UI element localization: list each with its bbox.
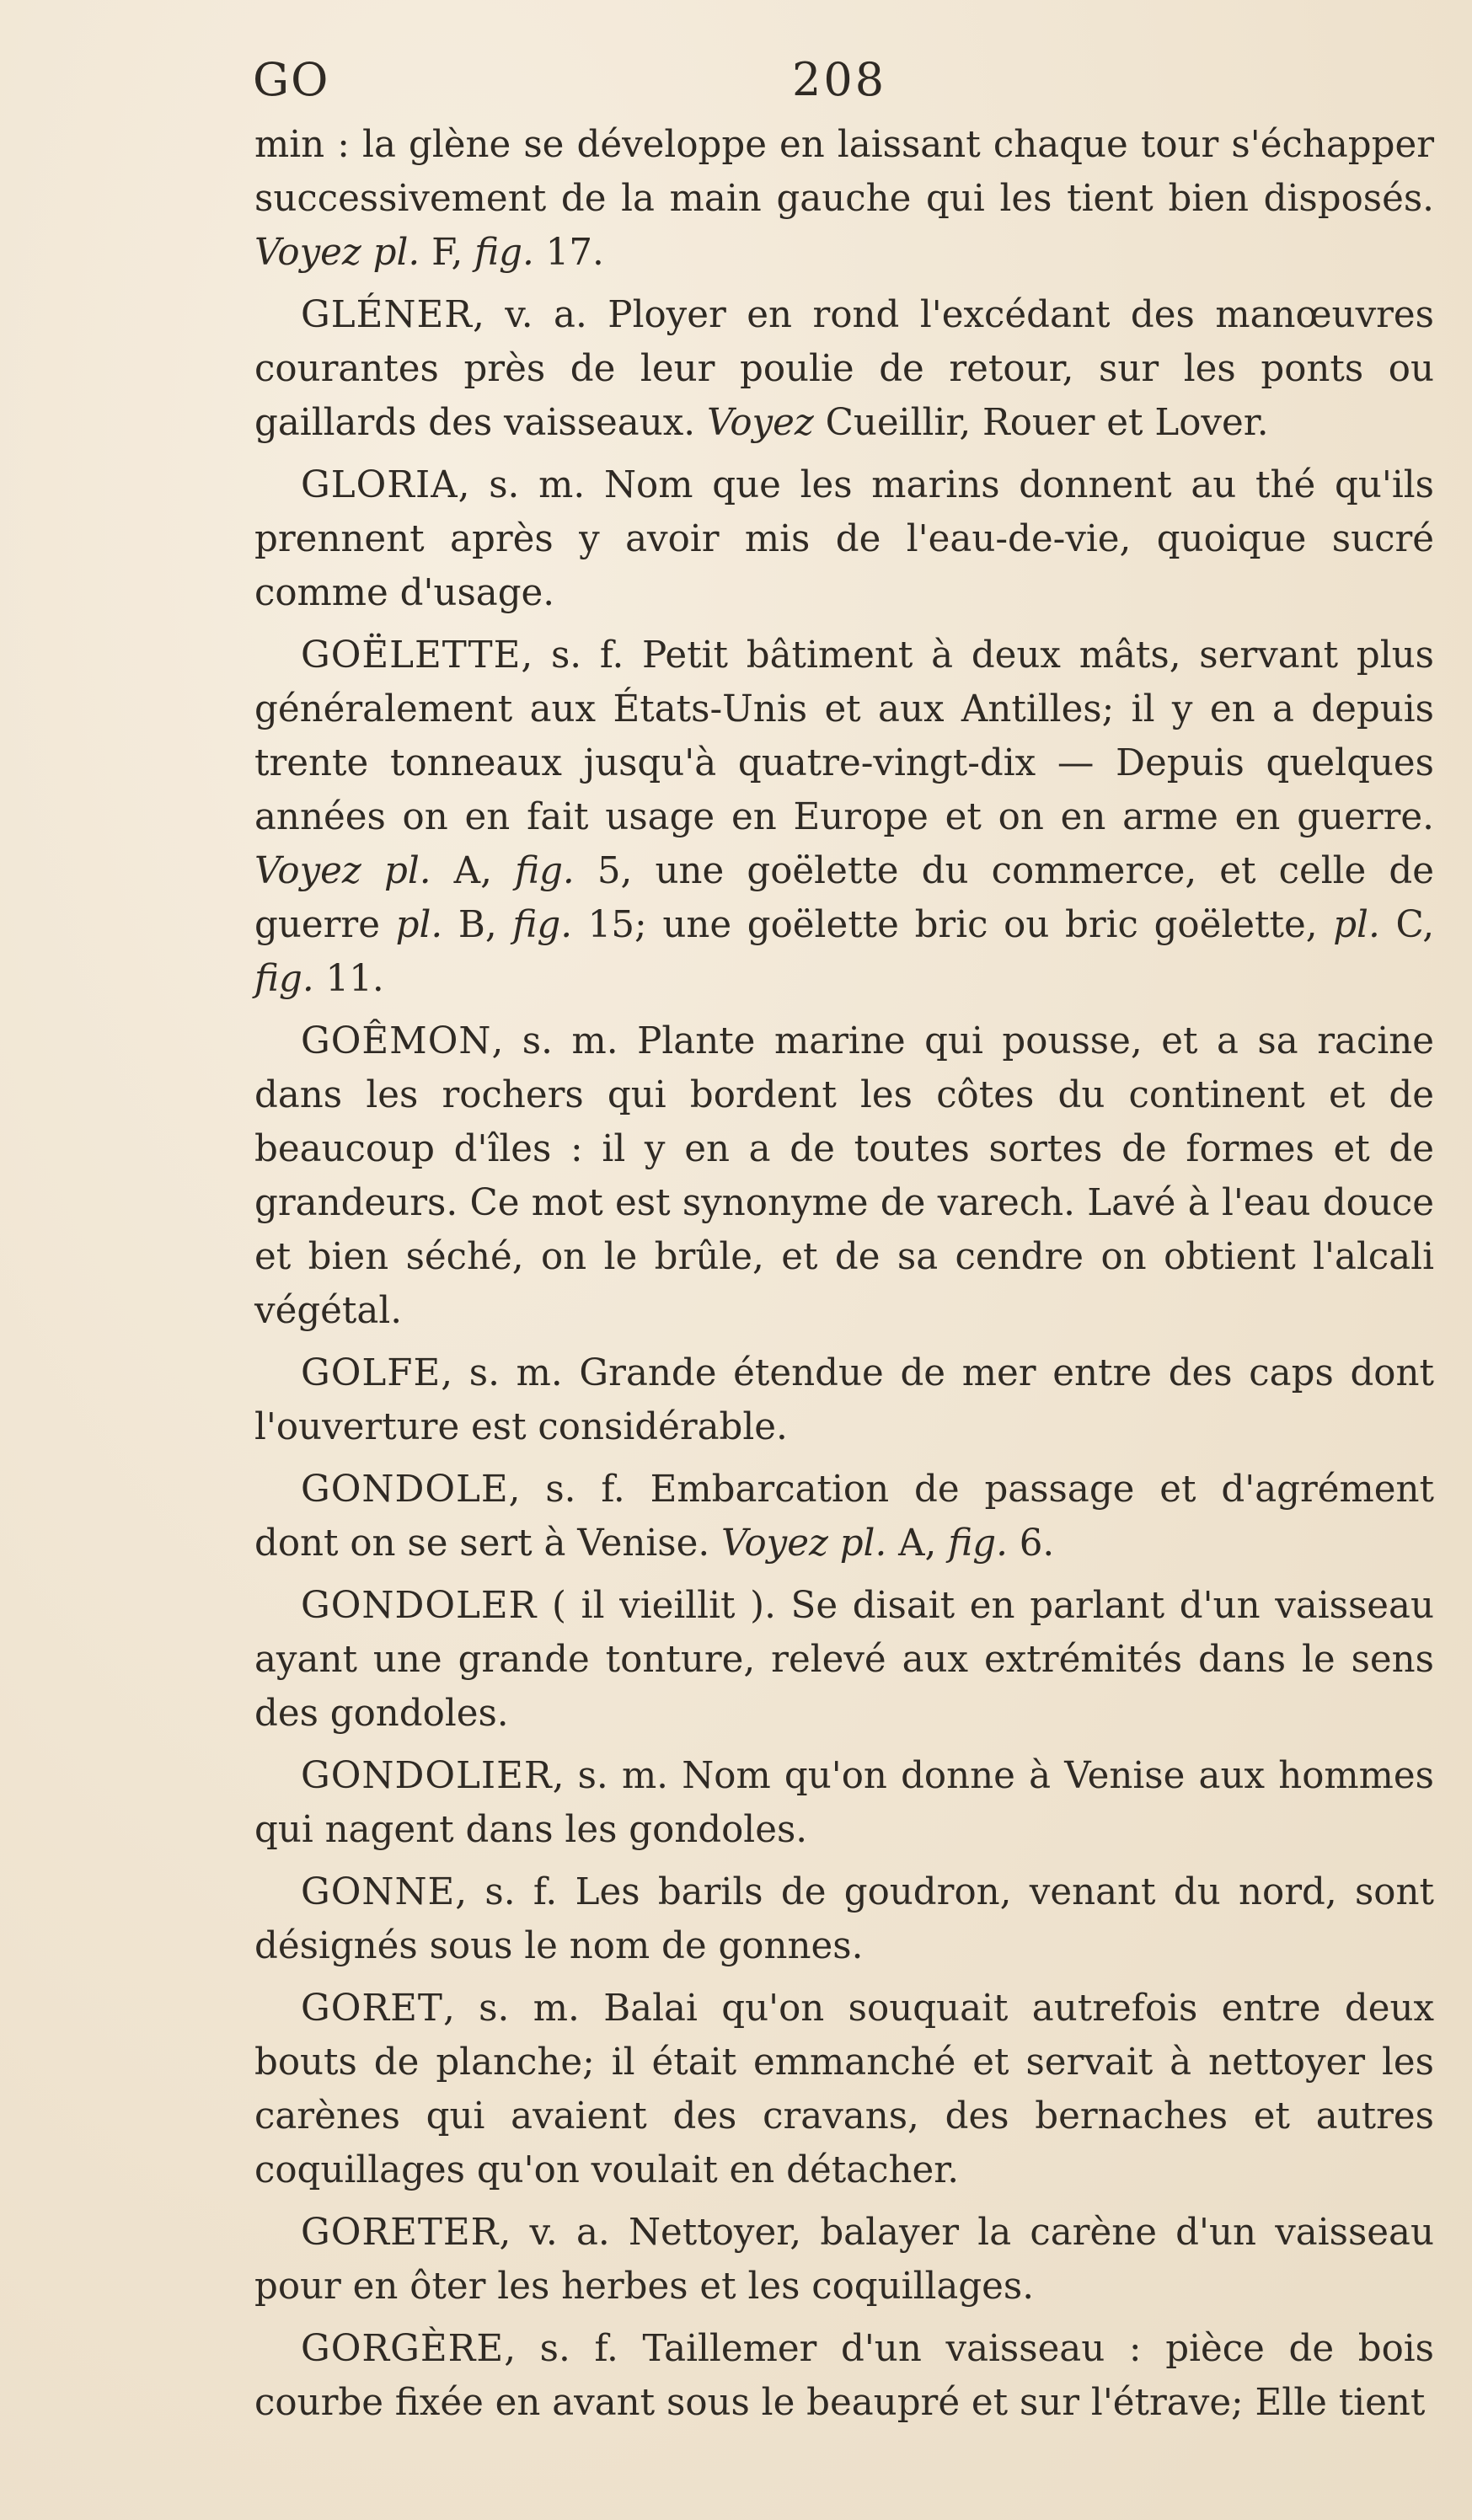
grammar: , v. a. [499,2212,610,2254]
headword: GORET [301,1988,443,2030]
headword: GORGÈRE [301,2328,505,2370]
entry-gorgere [254,2322,1434,2430]
entry-glener [254,288,1434,450]
entry-gloria [254,458,1434,620]
entry-gonne [254,1865,1434,1973]
grammar: , s. m. [552,1755,669,1797]
definition-part: B, [442,904,513,946]
plate-letter: F, [420,232,475,274]
definition-part: 15; une goëlette bric ou bric goëlette, [572,904,1334,946]
definition: Nom que les marins donnent au thé qu'ils prennent après y avoir mis de l'eau-de-vie, quoique sucré comme d'usage. [254,464,1434,614]
definition: Ployer en rond l'excédant des manœuvres courantes près de leur poulie de retour, sur les ponts ou gaillards des vaisseaux. [254,294,1434,444]
grammar: , s. f. [455,1871,558,1913]
see-reference: Voyez pl. [721,1522,887,1565]
grammar: , s. f. [508,1469,625,1511]
headword: GONDOLE [301,1469,509,1511]
fig-abbrev: fig. [512,904,573,946]
definition: Grande étendue de mer entre des caps dont l'ouverture est considérable. [254,1352,1434,1448]
definition-part: 6. [1007,1522,1055,1565]
see-reference: Voyez pl. [254,232,420,274]
running-head: GO [253,53,330,106]
grammar: , s. m. [442,1988,580,2030]
headword: GOLFE [301,1352,442,1394]
entry-goelette [254,629,1434,1006]
headword: GLORIA [301,464,458,506]
definition: Plante marine qui pousse, et a sa racine dans les rochers qui bordent les côtes du continent et de beaucoup d'îles : il y en a de toutes sortes de formes et de grandeurs. Ce mot est synonyme de varech. Lavé à l'eau douce et bien séché, on le brûle, et de sa cendre on obtient l'alcali végétal. [254,1020,1434,1332]
plate-abbrev: pl. [1333,904,1380,946]
entry-golfe [254,1346,1434,1454]
headword: GLÉNER [301,294,473,336]
headword: GONDOLIER [301,1755,553,1797]
definition-tail: Cueillir, Rouer et Lover. [813,402,1269,444]
grammar: , s. m. [458,464,586,506]
fig-abbrev: fig. [515,850,575,892]
fig-abbrev: fig. [254,958,314,1000]
definition-part: C, [1379,904,1435,946]
definition-part: A, [886,1522,949,1565]
entry-goret [254,1982,1434,2197]
fig-number: 17. [533,232,604,274]
entry-gondolier [254,1749,1434,1857]
plate-abbrev: pl. [395,904,443,946]
fig-abbrev: fig. [948,1522,1008,1565]
headword: GONNE [301,1871,456,1913]
definition: Embarcation de passage et d'agrément dont on se sert à Venise. [254,1469,1434,1565]
headword: GORETER [301,2212,500,2254]
see-reference: Voyez pl. [254,850,431,892]
headword: GOÊMON [301,1020,492,1062]
definition-part: A, [431,850,516,892]
definition: Nettoyer, balayer la carène d'un vaisseau pour en ôter les herbes et les coquillages. [254,2212,1434,2308]
continuation-text: min : la glène se développe en laissant chaque tour s'échapper successivement de la main gauche qui les tient bien disposés. [254,124,1434,220]
grammar: , s. f. [521,634,624,677]
definition: Se disait en parlant d'un vaisseau ayant une grande tonture, relevé aux extrémités dans le sens des gondoles. [254,1585,1434,1735]
grammar: ( il vieillit ). [537,1585,776,1627]
fig-abbrev: fig. [474,232,534,274]
headword: GOËLETTE [301,634,522,677]
definition: Taillemer d'un vaisseau : pièce de bois courbe fixée en avant sous le beaupré et sur l'étrave; Elle tient [254,2328,1434,2424]
page-header [253,46,1416,114]
definition: Les barils de goudron, venant du nord, sont désignés sous le nom de gonnes. [254,1871,1434,1967]
page-number: 208 [792,53,887,106]
definition: Nom qu'on donne à Venise aux hommes qui nagent dans les gondoles. [254,1755,1434,1851]
grammar: , s. f. [504,2328,618,2370]
entry-goemon [254,1014,1434,1338]
grammar: , s. m. [491,1020,618,1062]
entry-gondole [254,1463,1434,1570]
page-text [254,118,1434,2430]
grammar: , s. m. [441,1352,563,1394]
continuation-paragraph [254,118,1434,280]
definition-part: 11. [313,958,384,1000]
definition: Balai qu'on souquait autrefois entre deux bouts de planche; il était emmanché et servait à nettoyer les carènes qui avaient des cravans, des bernaches et autres coquillages qu'on voulait en détacher. [254,1988,1434,2191]
grammar: , v. a. [472,294,587,336]
see-reference: Voyez [706,402,814,444]
entry-gondoler [254,1579,1434,1741]
definition: Petit bâtiment à deux mâts, servant plus généralement aux États-Unis et aux Antilles; il y en a depuis trente tonneaux jusqu'à quatre-vingt-dix — Depuis quelques années on en fait usage en Europe et on en arme en guerre. [254,634,1434,838]
definition-part: 5, une goëlette du commerce, et celle de guerre [254,850,1435,946]
headword: GONDOLER [301,1585,538,1627]
entry-goreter [254,2206,1434,2314]
